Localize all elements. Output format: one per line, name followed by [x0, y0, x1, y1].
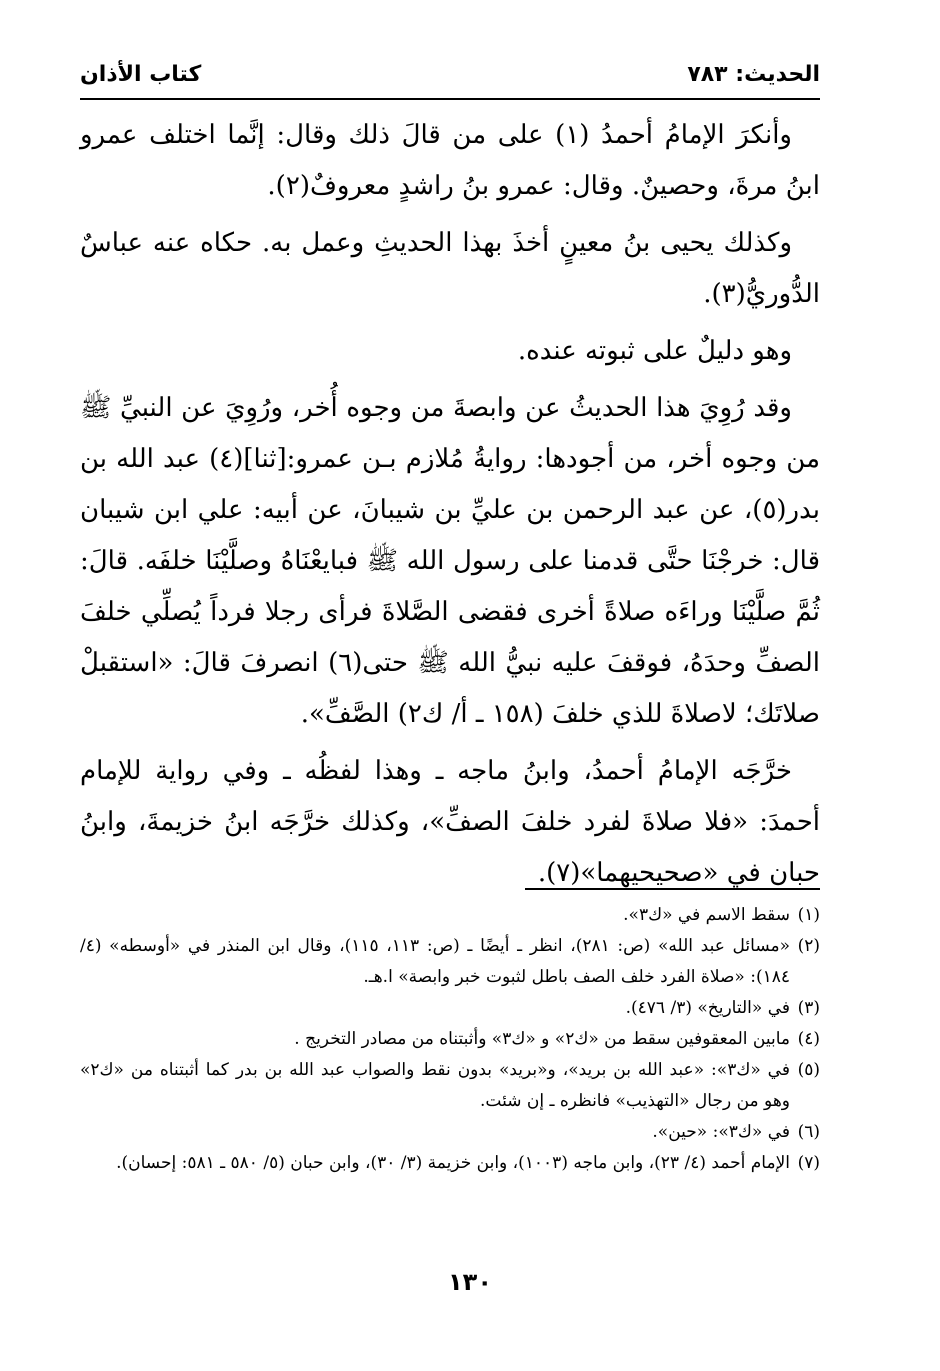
footnote-text: سقط الاسم في «ك٣».	[623, 905, 790, 925]
hadith-number: الحديث: ٧٨٣	[687, 62, 820, 87]
paragraph: وكذلك يحيى بنُ معينٍ أخذَ بهذا الحديثِ وعمل به. حكاه عنه عباسٌ الدُّوريُّ(٣).	[80, 228, 820, 309]
page-number: ١٣٠	[448, 1268, 492, 1296]
footnote	[80, 900, 820, 931]
footnotes	[80, 900, 820, 1179]
footnote-text: «مسائل عبد الله» (ص: ٢٨١)، انظر ـ أيضًا ـ (ص: ١١٣، ١١٥)، وقال ابن المنذر في «أوسطه» (٤/ ١٨٤): «صلاة الفرد خلف الصف باطل لثبوت خبر وابصة» ا.هـ.	[80, 936, 791, 987]
footnote	[80, 993, 820, 1024]
footnote-number: (١)	[797, 905, 820, 925]
main-text	[80, 110, 820, 905]
footnote-number: (٦)	[797, 1122, 820, 1142]
book-title: كتاب الأذان	[80, 62, 202, 87]
footnote	[80, 1117, 820, 1148]
footnote	[80, 1148, 820, 1179]
footnote-number: (٥)	[797, 1060, 820, 1080]
footnote	[80, 1055, 820, 1117]
footnote-divider	[525, 888, 820, 890]
footnote-text: الإمام أحمد (٤/ ٢٣)، وابن ماجه (١٠٠٣)، وابن خزيمة (٣/ ٣٠)، وابن حبان (٥/ ٥٨٠ ـ ٥٨١: إحسان).	[116, 1153, 790, 1173]
footnote-text: في «ك٣»: «حين».	[652, 1122, 790, 1142]
footnote-number: (٧)	[797, 1153, 820, 1173]
footnote-text: مابين المعقوفين سقط من «ك٢» و «ك٣» وأثبتناه من مصادر التخريج .	[294, 1029, 790, 1049]
paragraph: وأنكرَ الإمامُ أحمدُ (١) على من قالَ ذلك وقال: إنَّما اختلف عمرو ابنُ مرةَ، وحصينٌ. وقال: عمرو بنُ راشدٍ معروفٌ(٢).	[80, 120, 820, 201]
footnote-text: في «التاريخ» (٣/ ٤٧٦).	[625, 998, 790, 1018]
running-header	[80, 58, 820, 100]
footnote-number: (٤)	[797, 1029, 820, 1049]
paragraph: وهو دليلٌ على ثبوته عنده.	[517, 336, 792, 366]
footnote-number: (٢)	[797, 936, 820, 956]
footnote	[80, 1024, 820, 1055]
footnote	[80, 931, 820, 993]
paragraph: وقد رُوِيَ هذا الحديثُ عن وابصةَ من وجوه أُخر، ورُوِيَ عن النبيِّ ﷺ من وجوه أخر، من أجودها: روايةُ مُلازم بـن عمرو:[ثنا](٤) عبد الله بن بدر(٥)، عن عبد الرحمن بن عليِّ بن شيبانَ، عن أبيه: علي ابن شيبان قال: خرجْنَا حتَّى قدمنا على رسول الله ﷺ فبايعْنَاهُ وصلَّيْنَا خلفَه. قالَ: ثُمَّ صلَّيْنَا وراءَه صلاةً أخرى فقضى الصَّلاةَ فرأى رجلا فرداً يُصلِّي خلفَ الصفِّ وحدَهُ، فوقفَ عليه نبيُّ الله ﷺ حتى(٦) انصرفَ قالَ: «استقبلْ صلاتَك؛ لاصلاةَ للذي خلفَ (١٥٨ ـ أ/ ك٢) الصَّفِّ».	[80, 393, 821, 729]
footnote-text: في «ك٣»: «عبد الله بن بريد»، و«بريد» بدون نقط والصواب عبد الله بن بدر كما أثبتناه من «ك٢» وهو من رجال «التهذيب» فانظره ـ إن شئت.	[80, 1060, 790, 1111]
footnote-number: (٣)	[797, 998, 820, 1018]
paragraph: خرَّجَه الإمامُ أحمدُ، وابنُ ماجه ـ وهذا لفظُه ـ وفي رواية للإمام أحمدَ: «فلا صلاةَ لفرد خلفَ الصفِّ»، وكذلك خرَّجَه ابنُ خزيمةَ، وابنُ حبان في «صحيحيهما»(٧).	[80, 756, 820, 888]
